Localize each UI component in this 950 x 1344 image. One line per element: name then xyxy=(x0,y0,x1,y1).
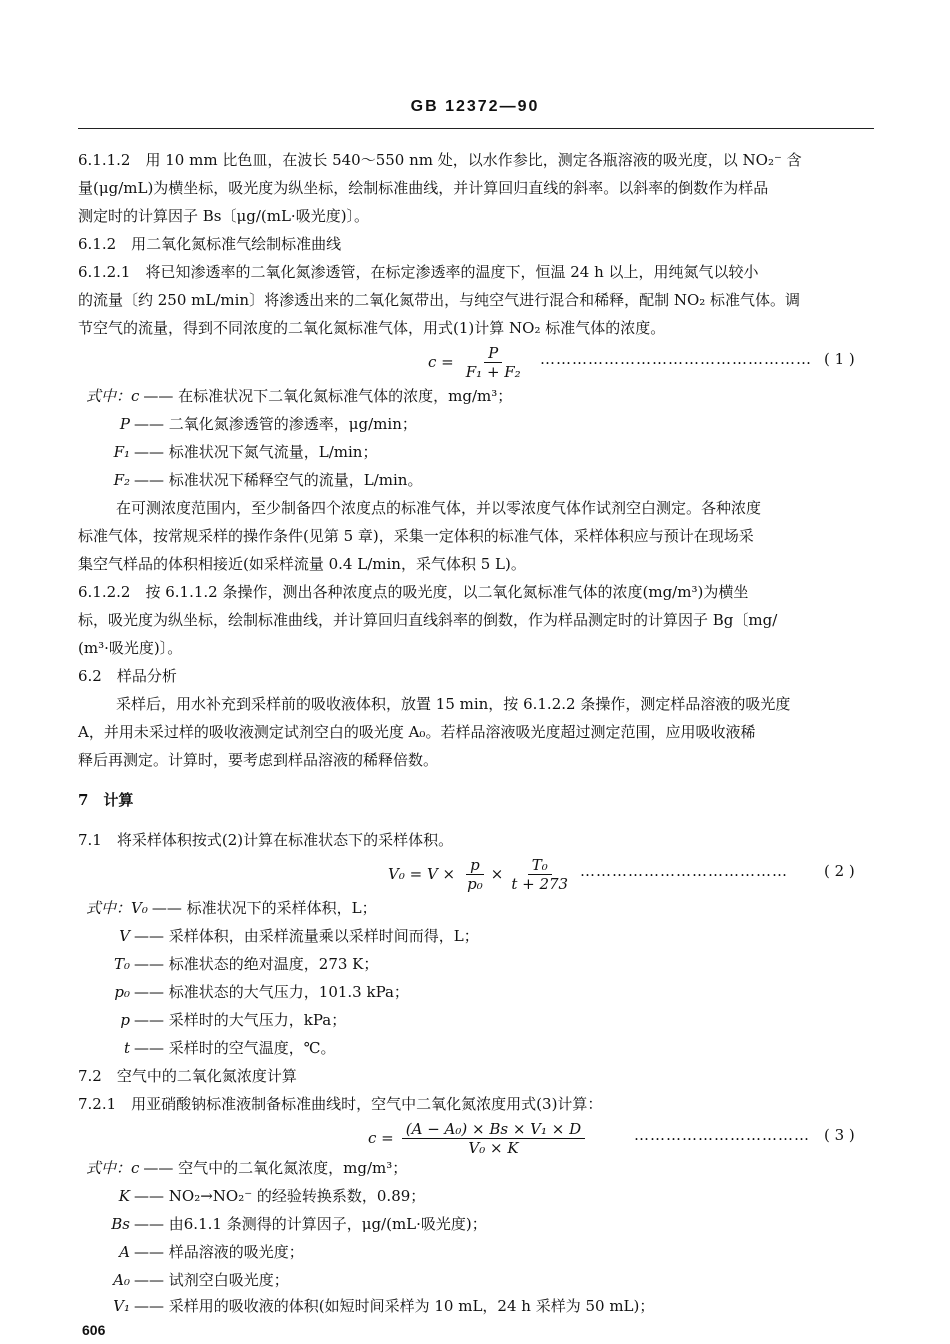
variable-definition xyxy=(86,1296,886,1316)
paragraph-line: 6.1.2.2 按 6.1.1.2 条操作，测出各种浓度点的吸光度，以二氧化氮标准气体的浓度(mg/m³)为横坐 xyxy=(78,583,749,601)
equation-1 xyxy=(428,340,529,384)
variable-description: —— 标准状态的大气压力，101.3 kPa； xyxy=(134,983,409,1001)
variable-definition xyxy=(86,954,886,974)
variable-definition xyxy=(86,1242,886,1262)
denominator: V₀ × K xyxy=(468,1138,519,1157)
variable-description: —— 采样用的吸收液的体积(如短时间采样为 10 mL，24 h 采样为 50 mL)； xyxy=(134,1297,655,1315)
paragraph-line: 的流量〔约 250 mL/min〕将渗透出来的二氧化氮带出，与纯空气进行混合和稀释，配制 NO₂ 标准气体。调 xyxy=(78,291,801,309)
header-rule xyxy=(78,128,874,129)
paragraph-line: 集空气样品的体积相接近(如采样流量 0.4 L/min，采气体积 5 L)。 xyxy=(78,555,526,573)
variable-definition xyxy=(86,1186,886,1206)
variable-definition xyxy=(86,386,886,406)
variable-definition xyxy=(86,1270,886,1290)
variable-symbol: 式中：c xyxy=(86,387,140,405)
variable-symbol: 式中：V₀ xyxy=(86,899,148,917)
fraction xyxy=(507,856,572,893)
variable-symbol: Bs xyxy=(111,1215,130,1233)
equation-lhs: c = xyxy=(368,1129,394,1147)
variable-symbol: F₁ xyxy=(113,443,130,461)
variable-symbol: T₀ xyxy=(113,955,130,973)
paragraph-line: 标准气体，按常规采样的操作条件(见第 5 章)，采集一定体积的标准气体，采样体积应与预计在现场采 xyxy=(78,527,754,545)
variable-description: —— 由6.1.1 条测得的计算因子，μg/(mL·吸光度)； xyxy=(134,1215,487,1233)
variable-description: —— 空气中的二氧化氮浓度，mg/m³； xyxy=(143,1159,408,1177)
dot-leaders: …………………………………………… xyxy=(540,350,812,368)
variable-description: —— 标准状况下的采样体积，L； xyxy=(151,899,377,917)
paragraph-line: 6.1.1.2 用 10 mm 比色皿，在波长 540～550 nm 处，以水作参比，测定各瓶溶液的吸光度，以 NO₂⁻ 含 xyxy=(78,151,802,169)
denominator: t + 273 xyxy=(511,874,569,893)
dot-leaders: ………………………………… xyxy=(580,862,788,880)
equation-lhs: c = xyxy=(428,353,454,371)
standard-header: GB 12372—90 xyxy=(410,98,540,115)
equation-3 xyxy=(368,1116,589,1160)
variable-symbol: A₀ xyxy=(113,1271,130,1289)
variable-definition xyxy=(86,1214,886,1234)
equation-lhs: V₀ = V × xyxy=(388,865,456,883)
numerator: P xyxy=(484,344,502,363)
variable-definition xyxy=(86,982,886,1002)
variable-symbol: F₂ xyxy=(113,471,130,489)
variable-description: —— 试剂空白吸光度； xyxy=(134,1271,289,1289)
variable-definition xyxy=(86,414,886,434)
dot-leaders: …………………………… xyxy=(634,1126,810,1144)
section-heading: 7.2 空气中的二氧化氮浓度计算 xyxy=(78,1067,297,1085)
variable-description: —— 标准状况下氮气流量，L/min； xyxy=(134,443,378,461)
equation-number: ( 3 ) xyxy=(824,1126,855,1144)
section-heading: 6.1.2 用二氧化氮标准气绘制标准曲线 xyxy=(78,235,342,253)
paragraph-line: 测定时的计算因子 Bs〔μg/(mL·吸光度)〕。 xyxy=(78,207,370,225)
variable-description: —— 标准状况下稀释空气的流量，L/min。 xyxy=(134,471,423,489)
paragraph-line: 采样后，用水补充到采样前的吸收液体积，放置 15 min，按 6.1.2.2 条操作，测定样品溶液的吸光度 xyxy=(116,695,791,713)
page-number: 606 xyxy=(82,1322,106,1338)
variable-symbol: p xyxy=(120,1011,130,1029)
denominator: p₀ xyxy=(467,874,483,893)
fraction xyxy=(402,1120,585,1157)
numerator: (A − A₀) × Bs × V₁ × D xyxy=(402,1120,585,1139)
denominator: F₁ + F₂ xyxy=(465,362,521,381)
fraction xyxy=(462,344,525,381)
paragraph-line: 标，吸光度为纵坐标，绘制标准曲线，并计算回归直线斜率的倒数，作为样品测定时的计算因子 Bg〔mg/ xyxy=(78,611,778,629)
paragraph-line: 在可测浓度范围内，至少制备四个浓度点的标准气体，并以零浓度气体作试剂空白测定。各种浓度 xyxy=(116,499,762,517)
equation-2 xyxy=(388,852,576,896)
variable-description: —— 采样时的大气压力，kPa； xyxy=(134,1011,347,1029)
variable-description: —— 标准状态的绝对温度，273 K； xyxy=(134,955,379,973)
paragraph-line: (m³·吸光度)〕。 xyxy=(78,639,183,657)
variable-definition xyxy=(86,470,886,490)
variable-description: —— 在标准状况下二氧化氮标准气体的浓度，mg/m³； xyxy=(143,387,513,405)
paragraph-line: 量(μg/mL)为横坐标，吸光度为纵坐标，绘制标准曲线，并计算回归直线的斜率。以斜率的倒数作为样品 xyxy=(78,179,769,197)
variable-symbol: V xyxy=(119,927,130,945)
variable-description: —— 样品溶液的吸光度； xyxy=(134,1243,304,1261)
variable-description: —— NO₂→NO₂⁻ 的经验转换系数，0.89； xyxy=(134,1187,426,1205)
variable-description: —— 采样时的空气温度，℃。 xyxy=(134,1039,336,1057)
variable-definition xyxy=(86,1038,886,1058)
variable-symbol: A xyxy=(119,1243,130,1261)
variable-definition xyxy=(86,898,886,918)
fraction xyxy=(463,856,487,893)
variable-description: —— 二氧化氮渗透管的渗透率，μg/min； xyxy=(134,415,417,433)
paragraph-line: 7.1 将采样体积按式(2)计算在标准状态下的采样体积。 xyxy=(78,831,454,849)
variable-symbol: t xyxy=(123,1039,130,1057)
variable-symbol: P xyxy=(119,415,130,433)
numerator: T₀ xyxy=(528,856,552,875)
numerator: p xyxy=(466,856,484,875)
section-heading: 6.2 样品分析 xyxy=(78,667,177,685)
equation-number: ( 2 ) xyxy=(824,862,855,880)
variable-definition xyxy=(86,1158,886,1178)
paragraph-line: 6.1.2.1 将已知渗透率的二氧化氮渗透管，在标定渗透率的温度下，恒温 24 h 以上，用纯氮气以较小 xyxy=(78,263,759,281)
multiply-sign: × xyxy=(490,865,504,883)
equation-number: ( 1 ) xyxy=(824,350,855,368)
variable-symbol: 式中：c xyxy=(86,1159,140,1177)
variable-definition xyxy=(86,926,886,946)
paragraph-line: 释后再测定。计算时，要考虑到样品溶液的稀释倍数。 xyxy=(78,751,439,769)
variable-definition xyxy=(86,1010,886,1030)
chapter-heading: 7 计算 xyxy=(78,791,134,809)
variable-definition xyxy=(86,442,886,462)
variable-symbol: p₀ xyxy=(114,983,130,1001)
variable-description: —— 采样体积，由采样流量乘以采样时间而得，L； xyxy=(134,927,479,945)
paragraph-line: 节空气的流量，得到不同浓度的二氧化氮标准气体，用式(1)计算 NO₂ 标准气体的浓度。 xyxy=(78,319,666,337)
paragraph-line: 7.2.1 用亚硝酸钠标准液制备标准曲线时，空气中二氧化氮浓度用式(3)计算： xyxy=(78,1095,603,1113)
variable-symbol: V₁ xyxy=(113,1297,130,1315)
paragraph-line: A，并用未采过样的吸收液测定试剂空白的吸光度 A₀。若样品溶液吸光度超过测定范围，应用吸收液稀 xyxy=(78,723,756,741)
variable-symbol: K xyxy=(118,1187,130,1205)
